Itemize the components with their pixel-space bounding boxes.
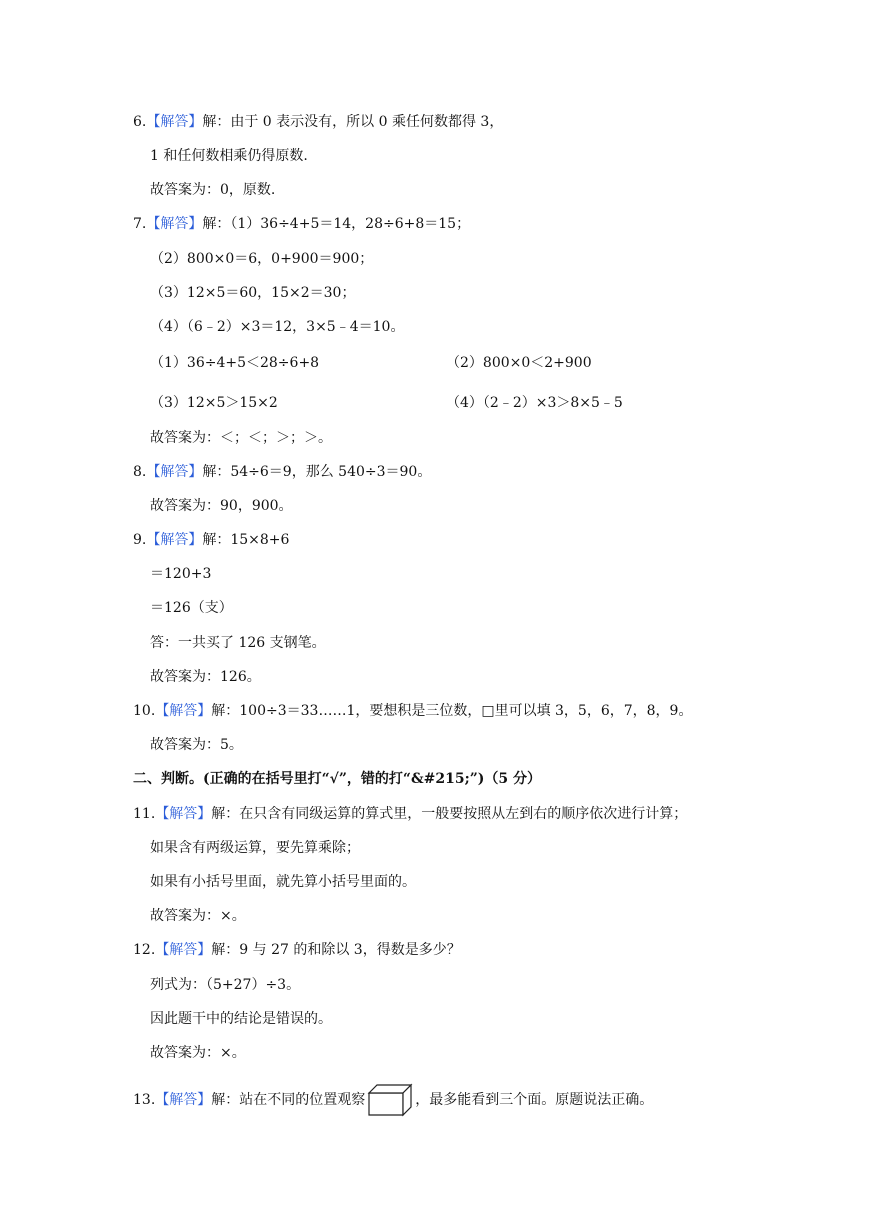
q13-solution-tag: 【解答】 [155,1092,212,1108]
q11-line1 [133,805,687,823]
q13-text1a: 解：站在不同的位置观察 [211,1092,366,1108]
q12-text1: 解：9 与 27 的和除以 3，得数是多少？ [211,942,461,958]
q13-number: 13. [133,1092,156,1108]
q13-text1b: ，最多能看到三个面。原题说法正确。 [415,1092,654,1108]
q9-solution-tag: 【解答】 [146,532,203,548]
q10-line1 [133,702,692,720]
q7-line4: （4）（6﹣2）×3＝12，3×5﹣4＝10。 [150,319,405,335]
q7-compare2: （2）800×0＜2+900 [446,355,592,371]
q6-line2: 1 和任何数相乘仍得原数. [150,148,308,164]
cuboid-icon [367,1083,413,1117]
q8-number: 8. [133,464,147,480]
q11-line3: 如果有小括号里面，就先算小括号里面的。 [150,874,416,890]
q9-line2: ＝120+3 [150,566,212,582]
q6-line3: 故答案为：0，原数. [150,182,276,198]
q7-answer: 故答案为：＜；＜；＞；＞。 [150,430,332,446]
section2-heading: 二、判断。(正确的在括号里打“√”，错的打“&#215;”)（5 分） [133,771,542,787]
q7-text1: 解：（1）36÷4+5＝14，28÷6+8＝15； [202,216,471,232]
q7-line1 [133,215,470,233]
q11-solution-tag: 【解答】 [155,806,212,822]
q12-line3: 因此题干中的结论是错误的。 [150,1011,332,1027]
q12-solution-tag: 【解答】 [155,942,212,958]
q7-solution-tag: 【解答】 [146,216,203,232]
q8-answer: 故答案为：90，900。 [150,498,293,514]
q10-solution-tag: 【解答】 [155,703,212,719]
q7-compare3: （3）12×5＞15×2 [150,395,278,411]
q6-number: 6. [133,114,147,130]
q12-line1 [133,941,461,959]
q9-line4: 答：一共买了 126 支钢笔。 [150,635,326,651]
q12-line2: 列式为：（5+27）÷3。 [150,977,301,993]
q11-line2: 如果含有两级运算，要先算乘除； [150,840,360,856]
q9-text1: 解：15×8+6 [202,532,290,548]
q7-compare4: （4）（2﹣2）×3＞8×5﹣5 [446,395,623,411]
q8-line1 [133,463,431,481]
q7-line2: （2）800×0＝6，0+900＝900； [150,251,374,267]
q6-text1: 解：由于 0 表示没有，所以 0 乘任何数都得 3， [202,114,504,130]
q12-answer: 故答案为：×。 [150,1045,246,1061]
q12-number: 12. [133,942,156,958]
q11-text1: 解：在只含有同级运算的算式里，一般要按照从左到右的顺序依次进行计算； [211,806,688,822]
q9-line1 [133,531,289,549]
q9-answer: 故答案为：126。 [150,669,261,685]
q9-number: 9. [133,532,147,548]
q11-number: 11. [133,806,156,822]
q6-solution-tag: 【解答】 [146,114,203,130]
q7-line3: （3）12×5＝60，15×2＝30； [150,285,356,301]
q11-answer: 故答案为：×。 [150,908,246,924]
q7-number: 7. [133,216,147,232]
q10-number: 10. [133,703,156,719]
q7-compare1: （1）36÷4+5＜28÷6+8 [150,355,320,371]
q10-answer: 故答案为：5。 [150,737,243,753]
q9-line3: ＝126（支） [150,600,233,616]
q10-text1: 解：100÷3＝33……1，要想积是三位数，□里可以填 3，5，6，7，8，9。 [211,703,693,719]
q13-line1 [133,1081,653,1119]
q6-line1 [133,113,503,131]
q8-solution-tag: 【解答】 [146,464,203,480]
q8-text1: 解：54÷6＝9，那么 540÷3＝90。 [202,464,432,480]
